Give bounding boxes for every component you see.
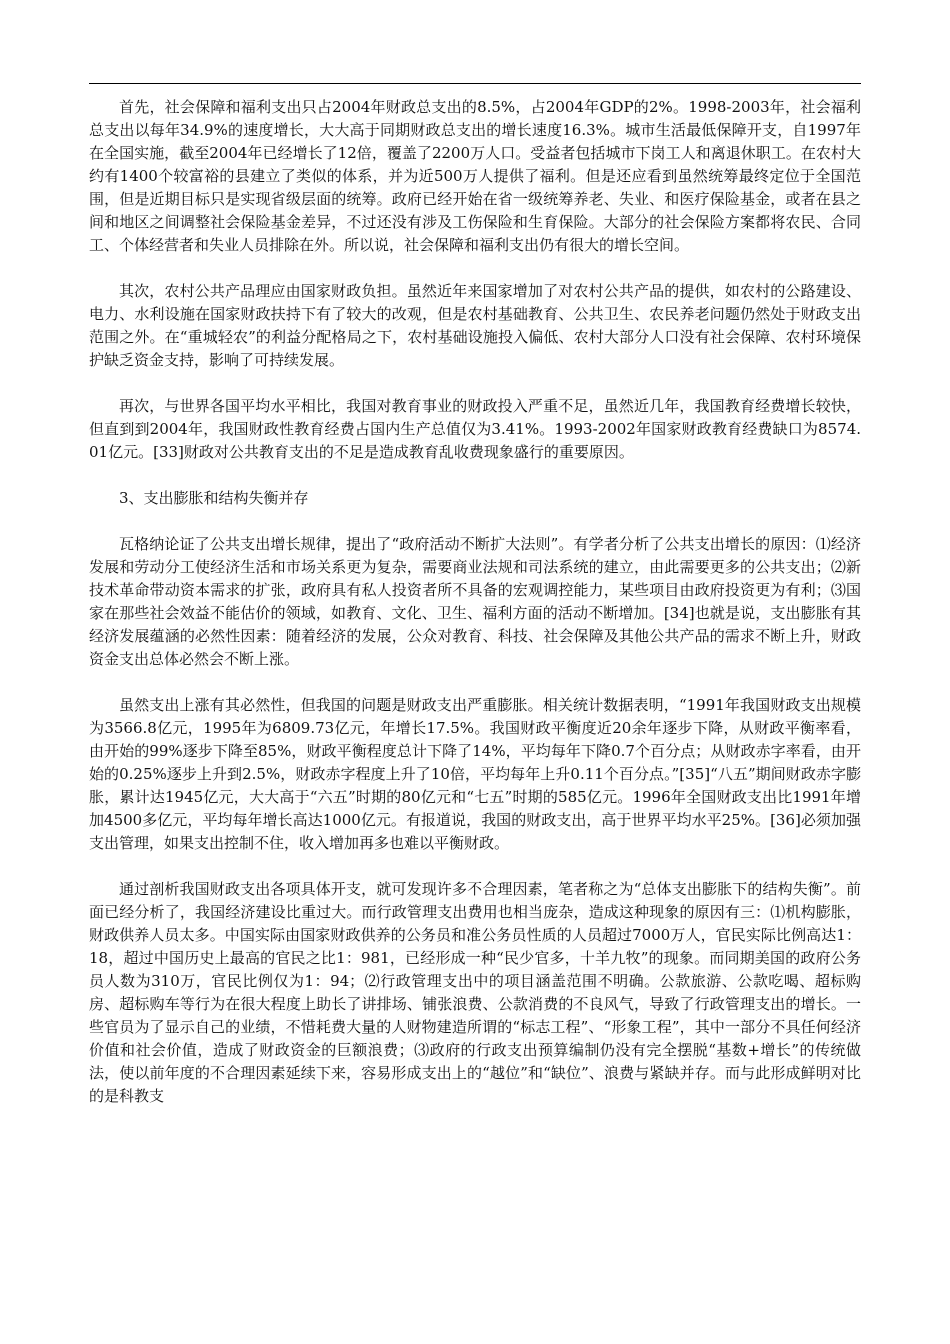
document-body <box>89 96 861 1131</box>
header-rule <box>89 83 861 84</box>
paragraph-education-funding: 再次，与世界各国平均水平相比，我国对教育事业的财政投入严重不足，虽然近几年，我国教育经费增长较快，但直到到2004年，我国财政性教育经费占国内生产总值仅为3.41%。1993-2002年国家财政教育经费缺口为8574.01亿元。[33]财政对公共教育支出的不足是造成教育乱收费现象盛行的重要原因。 <box>89 397 861 461</box>
paragraph-wagner-law: 瓦格纳论证了公共支出增长规律，提出了“政府活动不断扩大法则”。有学者分析了公共支出增长的原因：⑴经济发展和劳动分工使经济生活和市场关系更为复杂，需要商业法规和司法系统的建立，由此需要更多的公共支出；⑵新技术革命带动资本需求的扩张，政府具有私人投资者所不具备的宏观调控能力，某些项目由政府投资更为有利；⑶国家在那些社会效益不能估价的领域，如教育、文化、卫生、福利方面的活动不断增加。[34]也就是说，支出膨胀有其经济发展蕴涵的必然性因素：随着经济的发展，公众对教育、科技、社会保障及其他公共产品的需求不断上升，财政资金支出总体必然会不断上涨。 <box>89 535 861 668</box>
paragraph-rural-public-goods: 其次，农村公共产品理应由国家财政负担。虽然近年来国家增加了对农村公共产品的提供，如农村的公路建设、电力、水利设施在国家财政扶持下有了较大的改观，但是农村基础教育、公共卫生、农民养老问题仍然处于财政支出范围之外。在“重城轻农”的利益分配格局之下，农村基础设施投入偏低、农村大部分人口没有社会保障、农村环境保护缺乏资金支持，影响了可持续发展。 <box>89 282 861 369</box>
paragraph-social-security: 首先，社会保障和福利支出只占2004年财政总支出的8.5%，占2004年GDP的2%。1998-2003年，社会福利总支出以每年34.9%的速度增长，大大高于同期财政总支出的增长速度16.3%。城市生活最低保障开支，自1997年在全国实施，截至2004年已经增长了12倍，覆盖了2200万人口。受益者包括城市下岗工人和离退休职工。在农村大约有1400个较富裕的县建立了类似的体系，并为近500万人提供了福利。但是还应看到虽然统筹最终定位于全国范围，但是近期目标只是实现省级层面的统筹。政府已经开始在省一级统筹养老、失业、和医疗保险基金，或者在县之间和地区之间调整社会保险基金差异，不过还没有涉及工伤保险和生育保险。大部分的社会保险方案都将农民、合同工、个体经营者和失业人员排除在外。所以说，社会保障和福利支出仍有很大的增长空间。 <box>89 98 861 254</box>
paragraph-expenditure-inflation: 虽然支出上涨有其必然性，但我国的问题是财政支出严重膨胀。相关统计数据表明，“1991年我国财政支出规模为3566.8亿元，1995年为6809.73亿元，年增长17.5%。我国财政平衡度近20余年逐步下降，从财政平衡率看，由开始的99%逐步下降至85%，财政平衡程度总计下降了14%，平均每年下降0.7个百分点；从财政赤字率看，由开始的0.25%逐步上升到2.5%，财政赤字程度上升了10倍，平均每年上升0.11个百分点。”[35]“八五”期间财政赤字膨胀，累计达1945亿元，大大高于“六五”时期的80亿元和“七五”时期的585亿元。1996年全国财政支出比1991年增加4500多亿元，平均每年增长高达1000亿元。有报道说，我国的财政支出，高于世界平均水平25%。[36]必须加强支出管理，如果支出控制不住，收入增加再多也难以平衡财政。 <box>89 696 861 852</box>
paragraph-structural-imbalance: 通过剖析我国财政支出各项具体开支，就可发现许多不合理因素，笔者称之为“总体支出膨胀下的结构失衡”。前面已经分析了，我国经济建设比重过大。而行政管理支出费用也相当庞杂，造成这种现象的原因有三：⑴机构膨胀，财政供养人员太多。中国实际由国家财政供养的公务员和准公务员性质的人员超过7000万人，官民实际比例高达1：18，超过中国历史上最高的官民之比1：981，已经形成一种“民少官多，十羊九牧”的现象。而同期美国的政府公务员人数为310万，官民比例仅为1：94；⑵行政管理支出中的项目涵盖范围不明确。公款旅游、公款吃喝、超标购房、超标购车等行为在很大程度上助长了讲排场、铺张浪费、公款消费的不良风气，导致了行政管理支出的增长。一些官员为了显示自己的业绩，不惜耗费大量的人财物建造所谓的“标志工程”、“形象工程”，其中一部分不具任何经济价值和社会价值，造成了财政资金的巨额浪费；⑶政府的行政支出预算编制仍没有完全摆脱“基数+增长”的传统做法，使以前年度的不合理因素延续下来，容易形成支出上的“越位”和“缺位”、浪费与紧缺并存。而与此形成鲜明对比的是科教支 <box>89 880 861 1105</box>
section-heading: 3、支出膨胀和结构失衡并存 <box>119 489 309 507</box>
